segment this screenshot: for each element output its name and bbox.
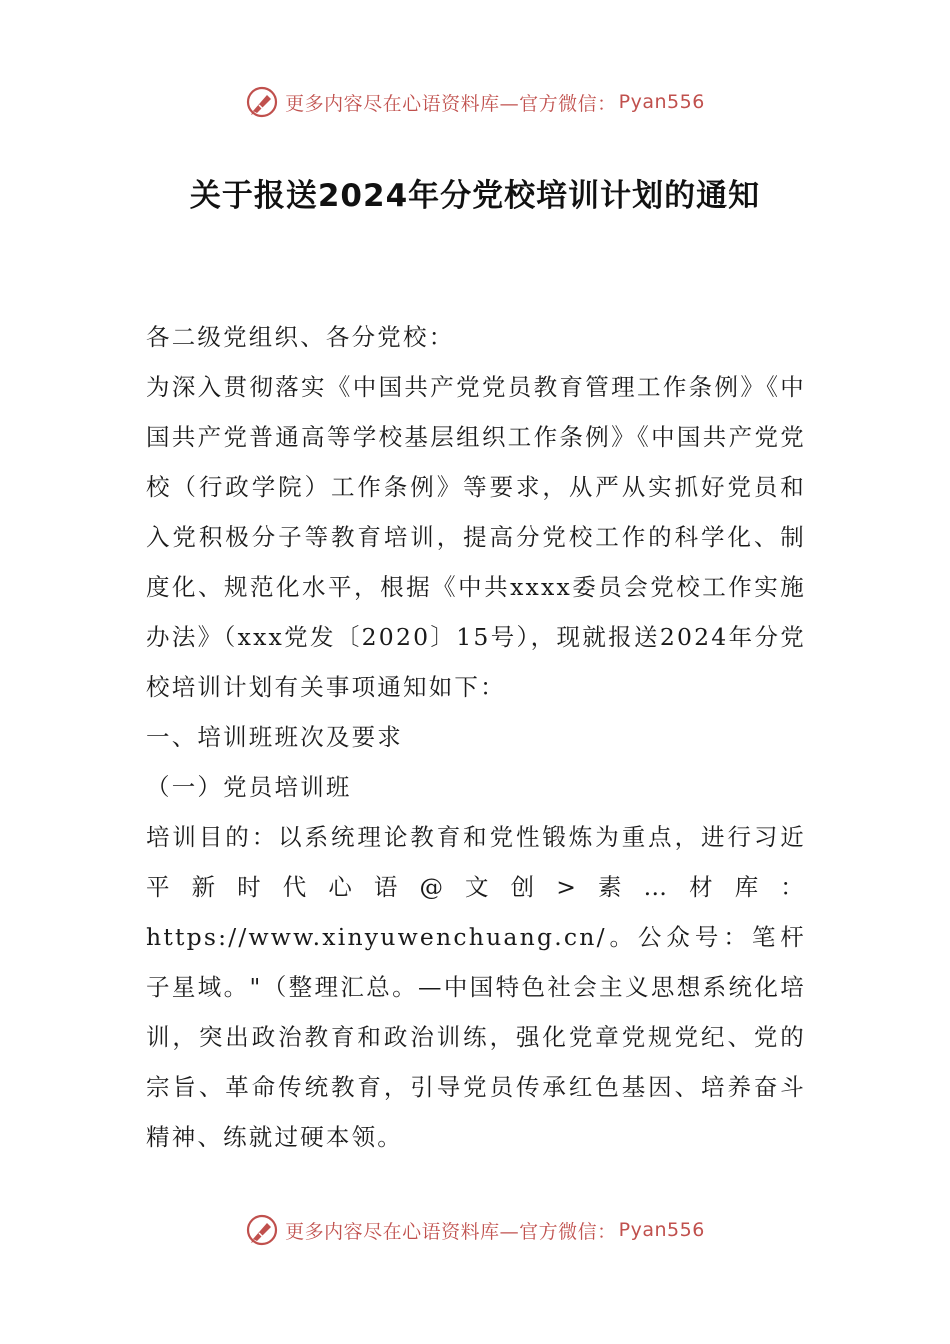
watermark-handle: Pyan556 [618, 91, 705, 113]
pen-nib-logo-icon [245, 85, 279, 119]
watermark-text: 更多内容尽在心语资料库—官方微信： [285, 1220, 617, 1243]
paragraph-training-purpose: 培训目的：以系统理论教育和党性锻炼为重点，进行习近平新时代心语@文创>素…材库：https://www.xinyuwenchuang.cn/。公众号：笔杆子星域。"（整理汇总。—中国特色社会主义思想系统化培训，突出政治教育和政治训练，强化党章党规党纪、党的宗旨、革命传统教育，引导党员传承红色基因、培养奋斗精神、练就过硬本领。 [146, 823, 806, 1151]
watermark-footer [0, 1212, 950, 1248]
watermark-text: 更多内容尽在心语资料库—官方微信： [285, 92, 617, 115]
salutation: 各二级党组织、各分党校： [146, 323, 455, 351]
watermark-handle: Pyan556 [618, 1219, 705, 1241]
document-title: 关于报送2024年分党校培训计划的通知 [189, 178, 761, 214]
document-body [146, 312, 806, 1162]
subsection-heading: （一）党员培训班 [146, 773, 352, 801]
watermark-header [0, 84, 950, 120]
paragraph-intro: 为深入贯彻落实《中国共产党党员教育管理工作条例》《中国共产党普通高等学校基层组织工作条例》《中国共产党党校（行政学院）工作条例》等要求，从严从实抓好党员和入党积极分子等教育培训，提高分党校工作的科学化、制度化、规范化水平，根据《中共xxxx委员会党校工作实施办法》（xxx党发〔2020〕15号），现就报送2024年分党校培训计划有关事项通知如下： [146, 373, 806, 701]
pen-nib-logo-icon [245, 1213, 279, 1247]
section-heading: 一、培训班班次及要求 [146, 723, 403, 751]
